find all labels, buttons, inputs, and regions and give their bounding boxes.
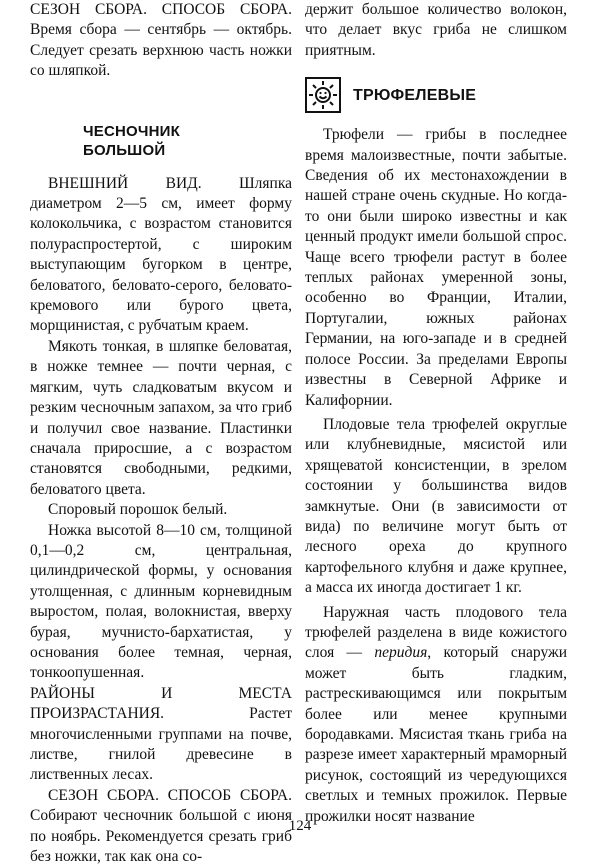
flesh-paragraph: Мякоть тонкая, в шляпке беловатая, в ножке темнее — почти черная, с мягким, чуть сладковатым вкусом и резким чесночным запахом, за что гриб и получил свое название. Пластинки сначала приросшие, а с возрастом становятся свободными, редкими, беловатого цвета. bbox=[30, 337, 292, 498]
truffles-paragraph-1: Трюфели — грибы в последнее время малоизвестные, почти забытые. Сведения об их местонахождении в нашей стране очень скудные. Но когда-то они были широко известны и как ценный продукт имели большой спрос. Чаще всего трюфели растут в более теплых районах умеренной зоны, особенно во Франции, Италии, Португалии, южных районах Германии, на юго-западе и в средней полосе России. За пределами Европы известны в Северной Африке и Калифорнии. bbox=[305, 126, 567, 409]
continuation-paragraph: держит большое количество волокон, что делает вкус гриба не слишком приятным. bbox=[305, 1, 567, 59]
truffles-paragraph-2: Плодовые тела трюфелей округлые или клубневидные, мясистой или хрящеватой консистенции, в зрелом состоянии у большинства видов замкнутые. Они (в зависимости от вида) по величине могут быть от лесного ореха до крупного картофельного клубня и даже крупнее, а масса их иногда достигает 1 кг. bbox=[305, 415, 567, 597]
stem-paragraph: Ножка высотой 8—10 см, толщиной 0,1—0,2 см, центральная, цилиндрической формы, у основания утолщенная, с длинным корневидным выростом, полая, волокнистая, вверху бурая, мучнисто-бархатистая, у основания более темная, черная, тонкоопушенная. bbox=[30, 521, 292, 682]
appearance-paragraph: ВНЕШНИЙ ВИД. Шляпка диаметром 2—5 см, имеет форму колокольчика, с возрастом становится полураспростертой, с широким выступающим бугорком в центре, беловатого, беловато-серого, беловато-кремового или бурого цвета, морщинистая, с рубчатым краем. bbox=[30, 174, 292, 335]
sun-icon bbox=[305, 77, 341, 113]
p3-text-before: Наружная часть плодового тела трюфелей разделена в виде кожистого слоя — bbox=[305, 603, 567, 662]
habitat-paragraph: РАЙОНЫ И МЕСТА ПРОИЗРАСТАНИЯ. Растет многочисленными группами на почве, листве, гнилой древесине в лиственных лесах. bbox=[30, 684, 292, 784]
intro-paragraph: СЕЗОН СБОРА. СПОСОБ СБОРА. Время сбора — сентябрь — октябрь. Следует срезать верхнюю часть ножки со шляпкой. bbox=[30, 1, 292, 80]
section-heading-truffles: ТРЮФЕЛЕВЫЕ bbox=[353, 86, 477, 104]
season-paragraph: СЕЗОН СБОРА. СПОСОБ СБОРА. Собирают чесночник большой с июня по ноябрь. Рекомендуется срезать гриб без ножки, так как она со- bbox=[30, 786, 292, 866]
left-column bbox=[30, 0, 292, 867]
peridium-term: перидия bbox=[374, 644, 428, 662]
section-heading-garlic-mushroom: ЧЕСНОЧНИК БОЛЬШОЙ bbox=[83, 122, 180, 159]
page-number: 124 bbox=[288, 818, 312, 834]
p3-text-after: , который снаружи может быть гладким, растрескивающимся или покрытым более или менее крупными бородавками. Мясистая ткань гриба на разрезе имеет характерный мраморный рисунок, состоящий из чередующихся светлых и темных прожилок. Первые прожилки носят название bbox=[305, 644, 568, 825]
right-column bbox=[305, 0, 567, 827]
spore-paragraph: Споровый порошок белый. bbox=[48, 501, 228, 519]
truffles-paragraph-3 bbox=[305, 603, 567, 827]
truffle-heading-row bbox=[305, 77, 567, 113]
